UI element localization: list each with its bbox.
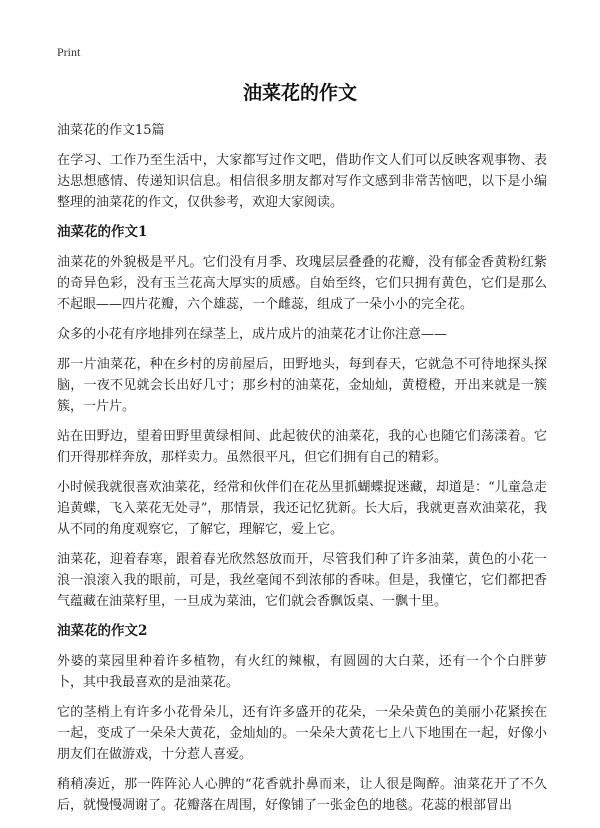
article-body <box>57 120 547 825</box>
section1-paragraph: 小时候我就很喜欢油菜花，经常和伙伴们在花丛里抓蝴蝶捉迷藏，却道是：“儿童急走追黄蝶，飞入菜花无处寻”，那情景，我还记忆犹新。长大后，我就更喜欢油菜花，我从不同的角度观察它，了解它，理解它，爱上它。 <box>57 480 547 537</box>
section2-paragraph: 外婆的菜园里种着许多植物，有火红的辣椒，有圆圆的大白菜，还有一个个白胖萝卜，其中我最喜欢的是油菜花。 <box>57 654 547 690</box>
section2-paragraph: 稍稍凑近，那一阵阵沁人心脾的“花香就扑鼻而来，让人很是陶醉。油菜花开了不久后，就慢慢凋谢了。花瓣落在周围，好像铺了一张金色的地毯。花蕊的根部冒出 <box>57 777 547 813</box>
section1-paragraph: 站在田野边，望着田野里黄绿相间、此起彼伏的油菜花，我的心也随它们荡漾着。它们开得那样奔放，那样卖力。虽然很平凡，但它们拥有自己的精彩。 <box>57 429 547 465</box>
section1-paragraph: 油菜花的外貌极是平凡。它们没有月季、玫瑰层层叠叠的花瓣，没有郁金香黄粉红紫的奇异色彩，没有玉兰花高大厚实的质感。自始至终，它们只拥有黄色，它们是那么不起眼——四片花瓣，六个雄蕊，一个雌蕊，组成了一朵小小的完全花。 <box>57 255 547 312</box>
section-heading-1: 油菜花的作文1 <box>57 224 148 240</box>
section-heading-2: 油菜花的作文2 <box>57 623 148 639</box>
page-title: 油菜花的作文 <box>242 82 357 104</box>
intro-paragraph: 在学习、工作乃至生活中，大家都写过作文吧，借助作文人们可以反映客观事物、表达思想感情、传递知识信息。相信很多朋友都对写作文感到非常苦恼吧，以下是小编整理的油菜花的作文，仅供参考，欢迎大家阅读。 <box>57 153 547 210</box>
article-subtitle: 油菜花的作文15篇 <box>57 123 165 138</box>
section1-paragraph: 众多的小花有序地排列在绿茎上，成片成片的油菜花才让你注意—— <box>57 327 448 342</box>
section1-paragraph: 油菜花，迎着春寒，跟着春光欣然怒放而开，尽管我们种了许多油菜，黄色的小花一浪一浪滚入我的眼前，可是，我丝毫闻不到浓郁的香味。但是，我懂它，它们都把香气蕴藏在油菜籽里，一旦成为菜油，它们就会香飘饭桌、一飘十里。 <box>57 552 547 609</box>
section1-paragraph: 那一片油菜花，种在乡村的房前屋后，田野地头，每到春天，它就急不可待地探头探脑，一夜不见就会长出好几寸；那乡村的油菜花，金灿灿，黄橙橙，开出来就是一簇簇，一片片。 <box>57 357 547 414</box>
print-link[interactable]: Print <box>57 45 81 59</box>
section2-paragraph: 它的茎梢上有许多小花骨朵儿，还有许多盛开的花朵，一朵朵黄色的美丽小花紧挨在一起，变成了一朵朵大黄花，金灿灿的。一朵朵大黄花七上八下地围在一起，好像小朋友们在做游戏，十分惹人喜爱。 <box>57 705 547 762</box>
